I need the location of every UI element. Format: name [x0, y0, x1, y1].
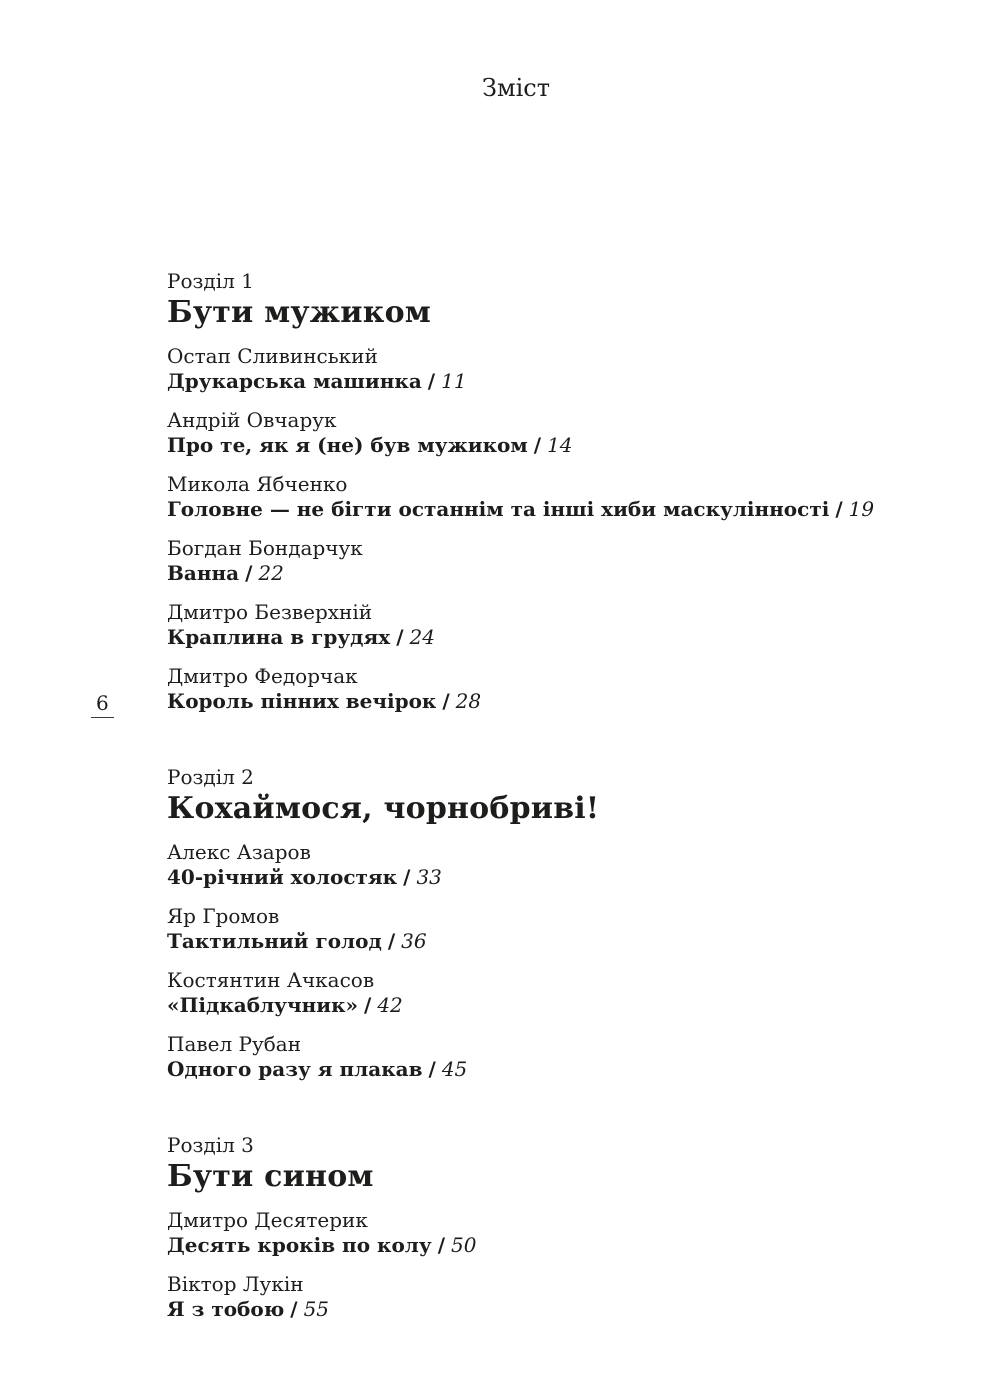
entry-author: Павел Рубан — [167, 1032, 302, 1056]
entry-author: Яр Громов — [167, 904, 280, 928]
entry-author: Дмитро Безверхній — [167, 600, 373, 624]
section-title: Бути мужиком — [167, 295, 432, 330]
entry-page-number: 50 — [451, 1233, 477, 1257]
entry-separator: / — [290, 1297, 298, 1321]
section-label: Розділ 1 — [167, 269, 254, 293]
entry-author: Костянтин Ачкасов — [167, 968, 375, 992]
entry-title-line — [167, 1057, 865, 1082]
entry-separator: / — [428, 1057, 436, 1081]
entry-title: Головне — не бігти останнім та інші хиби маскулінності — [167, 497, 830, 521]
toc-entry — [167, 536, 865, 586]
folio-page-number: 6 — [91, 692, 114, 718]
entry-page-number: 42 — [377, 993, 403, 1017]
toc-entry — [167, 600, 865, 650]
entry-separator: / — [442, 689, 450, 713]
entry-page-number: 11 — [441, 369, 467, 393]
entry-title-line — [167, 497, 875, 522]
entry-author: Дмитро Федорчак — [167, 664, 358, 688]
section-label: Розділ 3 — [167, 1133, 254, 1157]
entry-title: Одного разу я плакав — [167, 1057, 423, 1081]
entry-title-line — [167, 625, 865, 650]
entry-author: Віктор Лукін — [167, 1272, 304, 1296]
entry-title: Друкарська машинка — [167, 369, 422, 393]
entry-separator: / — [245, 561, 253, 585]
entry-title-line — [167, 369, 865, 394]
entry-separator: / — [427, 369, 436, 393]
toc-section-2 — [167, 765, 865, 1082]
entry-author: Микола Ябченко — [167, 472, 348, 496]
entry-author: Андрій Овчарук — [167, 408, 337, 432]
entry-title-line — [167, 1297, 865, 1322]
toc-entry — [167, 1032, 865, 1082]
page-title: Зміст — [481, 74, 550, 102]
entry-page-number: 33 — [416, 865, 442, 889]
entry-page-number: 19 — [848, 497, 875, 521]
entry-title: Краплина в грудях — [167, 625, 391, 649]
toc-entry — [167, 472, 875, 522]
entry-author: Остап Сливинський — [167, 344, 378, 368]
toc-section-1 — [167, 269, 875, 714]
entry-title-line — [167, 689, 865, 714]
entry-title: Тактильний голод — [167, 929, 382, 953]
entry-title-line — [167, 433, 865, 458]
entry-page-number: 14 — [547, 433, 573, 457]
entry-separator: / — [835, 497, 843, 521]
entry-page-number: 55 — [303, 1297, 330, 1321]
entry-author: Дмитро Десятерик — [167, 1208, 368, 1232]
entry-title: Я з тобою — [167, 1297, 285, 1321]
entry-title: Про те, як я (не) був мужиком — [167, 433, 528, 457]
entry-author: Богдан Бондарчук — [167, 536, 363, 560]
entry-page-number: 28 — [455, 689, 482, 713]
section-title: Кохаймося, чорнобриві! — [167, 791, 600, 826]
entry-title-line — [167, 865, 865, 890]
entry-author: Алекс Азаров — [167, 840, 311, 864]
entry-title-line — [167, 561, 865, 586]
entry-title: Десять кроків по колу — [167, 1233, 432, 1257]
toc-entry — [167, 344, 865, 394]
entry-page-number: 45 — [441, 1057, 468, 1081]
entry-title-line — [167, 993, 865, 1018]
toc-content — [167, 0, 875, 1394]
toc-entry — [167, 968, 865, 1018]
entry-title: 40-річний холостяк — [167, 865, 398, 889]
toc-entry — [167, 840, 865, 890]
toc-section-3 — [167, 1133, 865, 1322]
entry-page-number: 36 — [401, 929, 427, 953]
entry-page-number: 22 — [258, 561, 284, 585]
entry-title-line — [167, 1233, 865, 1258]
toc-entry — [167, 1272, 865, 1322]
entry-title: Ванна — [167, 561, 240, 585]
entry-title: Король пінних вечірок — [167, 689, 437, 713]
entry-title: «Підкаблучник» — [167, 993, 359, 1017]
entry-separator: / — [364, 993, 372, 1017]
toc-entry — [167, 1208, 865, 1258]
entry-separator: / — [396, 625, 404, 649]
entry-page-number: 24 — [409, 625, 435, 649]
section-title: Бути сином — [167, 1159, 374, 1194]
entry-separator: / — [403, 865, 411, 889]
toc-entry — [167, 904, 865, 954]
entry-separator: / — [533, 433, 542, 457]
entry-separator: / — [437, 1233, 445, 1257]
toc-entry — [167, 408, 865, 458]
section-label: Розділ 2 — [167, 765, 254, 789]
entry-separator: / — [387, 929, 396, 953]
toc-entry — [167, 664, 865, 714]
entry-title-line — [167, 929, 865, 954]
